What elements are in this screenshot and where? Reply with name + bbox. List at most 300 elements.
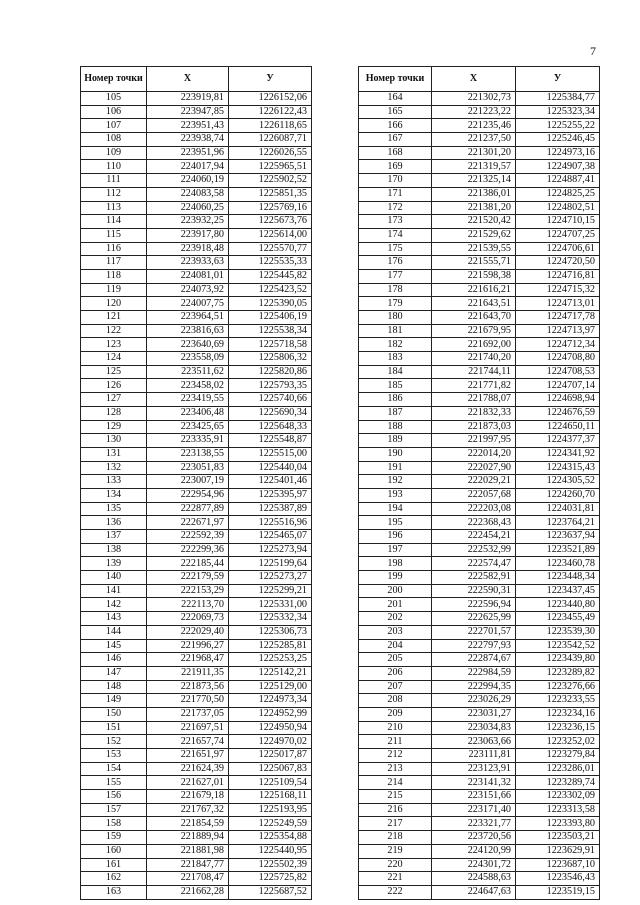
- y-cell: 1225354,88: [229, 831, 312, 845]
- point-number-cell: 215: [359, 790, 432, 804]
- point-number-cell: 125: [81, 365, 147, 379]
- table-row: [81, 735, 312, 749]
- point-number-cell: 132: [81, 461, 147, 475]
- table-row: [81, 133, 312, 147]
- point-number-cell: 140: [81, 571, 147, 585]
- x-cell: 221708,47: [147, 872, 229, 886]
- x-cell: 223123,91: [432, 762, 516, 776]
- table-row: [359, 625, 600, 639]
- x-cell: 222069,73: [147, 612, 229, 626]
- x-cell: 223034,83: [432, 721, 516, 735]
- header-y: У: [229, 67, 312, 92]
- point-number-cell: 162: [81, 872, 147, 886]
- y-cell: 1223286,01: [516, 762, 600, 776]
- table-row: [359, 105, 600, 119]
- point-number-cell: 134: [81, 488, 147, 502]
- y-cell: 1224377,37: [516, 434, 600, 448]
- x-cell: 224083,58: [147, 187, 229, 201]
- x-cell: 223063,66: [432, 735, 516, 749]
- x-cell: 221788,07: [432, 393, 516, 407]
- point-number-cell: 129: [81, 420, 147, 434]
- x-cell: 221679,95: [432, 324, 516, 338]
- x-cell: 223335,91: [147, 434, 229, 448]
- point-number-cell: 166: [359, 119, 432, 133]
- table-row: [359, 187, 600, 201]
- point-number-cell: 145: [81, 639, 147, 653]
- point-number-cell: 200: [359, 584, 432, 598]
- point-number-cell: 168: [359, 146, 432, 160]
- x-cell: 221302,73: [432, 92, 516, 106]
- point-number-cell: 160: [81, 844, 147, 858]
- y-cell: 1223279,84: [516, 749, 600, 763]
- table-row: [81, 831, 312, 845]
- x-cell: 221911,35: [147, 666, 229, 680]
- point-number-cell: 142: [81, 598, 147, 612]
- x-cell: 222797,93: [432, 639, 516, 653]
- table-row: [81, 187, 312, 201]
- table-row: [81, 584, 312, 598]
- y-cell: 1225614,00: [229, 228, 312, 242]
- x-cell: 222027,90: [432, 461, 516, 475]
- y-cell: 1224260,70: [516, 488, 600, 502]
- point-number-cell: 193: [359, 488, 432, 502]
- x-cell: 221968,47: [147, 653, 229, 667]
- y-cell: 1225440,95: [229, 844, 312, 858]
- table-row: [359, 803, 600, 817]
- table-row: [81, 872, 312, 886]
- point-number-cell: 147: [81, 666, 147, 680]
- table-row: [359, 447, 600, 461]
- y-cell: 1226026,55: [229, 146, 312, 160]
- table-row: [359, 160, 600, 174]
- point-number-cell: 192: [359, 475, 432, 489]
- table-row: [359, 817, 600, 831]
- y-cell: 1226122,43: [229, 105, 312, 119]
- x-cell: 224073,92: [147, 283, 229, 297]
- y-cell: 1224970,02: [229, 735, 312, 749]
- table-row: [81, 502, 312, 516]
- point-number-cell: 176: [359, 256, 432, 270]
- point-number-cell: 219: [359, 844, 432, 858]
- table-row: [81, 721, 312, 735]
- x-cell: 221679,18: [147, 790, 229, 804]
- table-row: [359, 365, 600, 379]
- table-row: [81, 269, 312, 283]
- y-cell: 1225253,25: [229, 653, 312, 667]
- point-number-cell: 143: [81, 612, 147, 626]
- x-cell: 222113,70: [147, 598, 229, 612]
- y-cell: 1223289,82: [516, 666, 600, 680]
- point-number-cell: 133: [81, 475, 147, 489]
- table-row: [81, 858, 312, 872]
- y-cell: 1225332,34: [229, 612, 312, 626]
- point-number-cell: 188: [359, 420, 432, 434]
- y-cell: 1226087,71: [229, 133, 312, 147]
- point-number-cell: 117: [81, 256, 147, 270]
- point-number-cell: 113: [81, 201, 147, 215]
- table-row: [81, 749, 312, 763]
- x-cell: 221651,97: [147, 749, 229, 763]
- x-cell: 223458,02: [147, 379, 229, 393]
- y-cell: 1224707,25: [516, 228, 600, 242]
- table-row: [359, 762, 600, 776]
- table-row: [81, 803, 312, 817]
- table-row: [81, 352, 312, 366]
- x-cell: 221643,51: [432, 297, 516, 311]
- y-cell: 1225548,87: [229, 434, 312, 448]
- x-cell: 223917,80: [147, 228, 229, 242]
- x-cell: 222874,67: [432, 653, 516, 667]
- point-number-cell: 144: [81, 625, 147, 639]
- y-cell: 1225129,00: [229, 680, 312, 694]
- x-cell: 223932,25: [147, 215, 229, 229]
- y-cell: 1224887,41: [516, 174, 600, 188]
- y-cell: 1225193,95: [229, 803, 312, 817]
- y-cell: 1224698,94: [516, 393, 600, 407]
- table-row: [359, 707, 600, 721]
- y-cell: 1225902,52: [229, 174, 312, 188]
- table-row: [359, 557, 600, 571]
- table-row: [359, 228, 600, 242]
- point-number-cell: 206: [359, 666, 432, 680]
- point-number-cell: 191: [359, 461, 432, 475]
- table-row: [359, 352, 600, 366]
- y-cell: 1224341,92: [516, 447, 600, 461]
- point-number-cell: 105: [81, 92, 147, 106]
- table-row: [359, 488, 600, 502]
- table-row: [81, 119, 312, 133]
- x-cell: 223918,48: [147, 242, 229, 256]
- y-cell: 1223236,15: [516, 721, 600, 735]
- table-row: [359, 119, 600, 133]
- x-cell: 224017,94: [147, 160, 229, 174]
- x-cell: 222368,43: [432, 516, 516, 530]
- point-number-cell: 207: [359, 680, 432, 694]
- x-cell: 221643,70: [432, 311, 516, 325]
- y-cell: 1224031,81: [516, 502, 600, 516]
- x-cell: 221873,03: [432, 420, 516, 434]
- point-number-cell: 127: [81, 393, 147, 407]
- table-row: [359, 475, 600, 489]
- y-cell: 1225538,34: [229, 324, 312, 338]
- table-row: [81, 625, 312, 639]
- x-cell: 221657,74: [147, 735, 229, 749]
- table-row: [359, 174, 600, 188]
- table-row: [359, 653, 600, 667]
- y-cell: 1223687,10: [516, 858, 600, 872]
- table-row: [359, 379, 600, 393]
- table-row: [81, 488, 312, 502]
- point-number-cell: 151: [81, 721, 147, 735]
- point-number-cell: 137: [81, 530, 147, 544]
- point-number-cell: 126: [81, 379, 147, 393]
- y-cell: 1225142,21: [229, 666, 312, 680]
- point-number-cell: 214: [359, 776, 432, 790]
- y-cell: 1226152,06: [229, 92, 312, 106]
- y-cell: 1224950,94: [229, 721, 312, 735]
- y-cell: 1223539,30: [516, 625, 600, 639]
- point-number-cell: 174: [359, 228, 432, 242]
- y-cell: 1225740,66: [229, 393, 312, 407]
- x-cell: 221325,14: [432, 174, 516, 188]
- x-cell: 223938,74: [147, 133, 229, 147]
- x-cell: 221598,38: [432, 269, 516, 283]
- point-number-cell: 139: [81, 557, 147, 571]
- header-y: У: [516, 67, 600, 92]
- point-number-cell: 210: [359, 721, 432, 735]
- x-cell: 222014,20: [432, 447, 516, 461]
- x-cell: 222877,89: [147, 502, 229, 516]
- table-body-left: [81, 92, 312, 900]
- x-cell: 222029,21: [432, 475, 516, 489]
- point-number-cell: 167: [359, 133, 432, 147]
- point-number-cell: 183: [359, 352, 432, 366]
- y-cell: 1225395,97: [229, 488, 312, 502]
- y-cell: 1224715,32: [516, 283, 600, 297]
- x-cell: 222984,59: [432, 666, 516, 680]
- point-number-cell: 177: [359, 269, 432, 283]
- x-cell: 223947,85: [147, 105, 229, 119]
- point-number-cell: 218: [359, 831, 432, 845]
- point-number-cell: 220: [359, 858, 432, 872]
- x-cell: 221529,62: [432, 228, 516, 242]
- table-row: [359, 598, 600, 612]
- y-cell: 1223302,09: [516, 790, 600, 804]
- x-cell: 223051,83: [147, 461, 229, 475]
- y-cell: 1224717,78: [516, 311, 600, 325]
- y-cell: 1225273,94: [229, 543, 312, 557]
- table-row: [359, 571, 600, 585]
- x-cell: 221624,39: [147, 762, 229, 776]
- point-number-cell: 172: [359, 201, 432, 215]
- y-cell: 1223393,80: [516, 817, 600, 831]
- y-cell: 1224712,34: [516, 338, 600, 352]
- x-cell: 224081,01: [147, 269, 229, 283]
- y-cell: 1224710,15: [516, 215, 600, 229]
- y-cell: 1224305,52: [516, 475, 600, 489]
- table-row: [359, 721, 600, 735]
- y-cell: 1223289,74: [516, 776, 600, 790]
- y-cell: 1225390,05: [229, 297, 312, 311]
- table-row: [81, 379, 312, 393]
- x-cell: 222153,29: [147, 584, 229, 598]
- x-cell: 222179,59: [147, 571, 229, 585]
- table-row: [81, 639, 312, 653]
- y-cell: 1225273,27: [229, 571, 312, 585]
- table-row: [81, 92, 312, 106]
- table-row: [359, 776, 600, 790]
- table-row: [81, 434, 312, 448]
- table-row: [81, 694, 312, 708]
- table-header-row: [81, 67, 312, 92]
- table-row: [359, 215, 600, 229]
- table-row: [359, 256, 600, 270]
- table-row: [81, 475, 312, 489]
- point-number-cell: 116: [81, 242, 147, 256]
- table-row: [81, 776, 312, 790]
- table-row: [81, 420, 312, 434]
- x-cell: 223321,77: [432, 817, 516, 831]
- x-cell: 221847,77: [147, 858, 229, 872]
- y-cell: 1224713,97: [516, 324, 600, 338]
- x-cell: 223558,09: [147, 352, 229, 366]
- point-number-cell: 181: [359, 324, 432, 338]
- x-cell: 222671,97: [147, 516, 229, 530]
- table-row: [359, 283, 600, 297]
- table-row: [359, 502, 600, 516]
- x-cell: 221770,50: [147, 694, 229, 708]
- y-cell: 1225516,96: [229, 516, 312, 530]
- point-number-cell: 115: [81, 228, 147, 242]
- x-cell: 221616,21: [432, 283, 516, 297]
- x-cell: 222203,08: [432, 502, 516, 516]
- y-cell: 1225249,59: [229, 817, 312, 831]
- y-cell: 1225806,32: [229, 352, 312, 366]
- table-row: [81, 406, 312, 420]
- point-number-cell: 138: [81, 543, 147, 557]
- x-cell: 223964,51: [147, 311, 229, 325]
- point-number-cell: 122: [81, 324, 147, 338]
- y-cell: 1224716,81: [516, 269, 600, 283]
- table-row: [359, 872, 600, 886]
- y-cell: 1223521,89: [516, 543, 600, 557]
- x-cell: 222185,44: [147, 557, 229, 571]
- y-cell: 1225820,86: [229, 365, 312, 379]
- point-number-cell: 153: [81, 749, 147, 763]
- point-number-cell: 216: [359, 803, 432, 817]
- table-row: [81, 762, 312, 776]
- x-cell: 222596,94: [432, 598, 516, 612]
- table-row: [81, 530, 312, 544]
- point-number-cell: 111: [81, 174, 147, 188]
- table-row: [359, 406, 600, 420]
- y-cell: 1224973,16: [516, 146, 600, 160]
- y-cell: 1225299,21: [229, 584, 312, 598]
- point-number-cell: 182: [359, 338, 432, 352]
- point-number-cell: 157: [81, 803, 147, 817]
- point-number-cell: 149: [81, 694, 147, 708]
- table-row: [81, 215, 312, 229]
- point-number-cell: 186: [359, 393, 432, 407]
- x-cell: 221996,27: [147, 639, 229, 653]
- y-cell: 1225109,54: [229, 776, 312, 790]
- x-cell: 223111,81: [432, 749, 516, 763]
- x-cell: 223026,29: [432, 694, 516, 708]
- y-cell: 1225306,73: [229, 625, 312, 639]
- point-number-cell: 212: [359, 749, 432, 763]
- point-number-cell: 175: [359, 242, 432, 256]
- point-number-cell: 161: [81, 858, 147, 872]
- point-number-cell: 163: [81, 885, 147, 899]
- y-cell: 1225168,11: [229, 790, 312, 804]
- x-cell: 223419,55: [147, 393, 229, 407]
- point-number-cell: 211: [359, 735, 432, 749]
- table-row: [81, 885, 312, 899]
- x-cell: 222299,36: [147, 543, 229, 557]
- x-cell: 221237,50: [432, 133, 516, 147]
- table-header-row: [359, 67, 600, 92]
- y-cell: 1223542,52: [516, 639, 600, 653]
- table-row: [359, 461, 600, 475]
- x-cell: 221319,57: [432, 160, 516, 174]
- point-number-cell: 178: [359, 283, 432, 297]
- table-row: [359, 885, 600, 899]
- y-cell: 1223233,55: [516, 694, 600, 708]
- table-row: [81, 174, 312, 188]
- x-cell: 221767,32: [147, 803, 229, 817]
- point-number-cell: 112: [81, 187, 147, 201]
- table-row: [359, 612, 600, 626]
- y-cell: 1223637,94: [516, 530, 600, 544]
- point-number-cell: 169: [359, 160, 432, 174]
- table-row: [359, 735, 600, 749]
- table-row: [359, 844, 600, 858]
- table-row: [81, 516, 312, 530]
- y-cell: 1225687,52: [229, 885, 312, 899]
- point-number-cell: 106: [81, 105, 147, 119]
- point-number-cell: 171: [359, 187, 432, 201]
- x-cell: 222590,31: [432, 584, 516, 598]
- point-number-cell: 148: [81, 680, 147, 694]
- table-row: [81, 653, 312, 667]
- table-row: [81, 707, 312, 721]
- y-cell: 1225673,76: [229, 215, 312, 229]
- point-number-cell: 184: [359, 365, 432, 379]
- y-cell: 1223313,58: [516, 803, 600, 817]
- point-number-cell: 110: [81, 160, 147, 174]
- y-cell: 1224907,38: [516, 160, 600, 174]
- point-number-cell: 124: [81, 352, 147, 366]
- table-row: [81, 844, 312, 858]
- point-number-cell: 201: [359, 598, 432, 612]
- point-number-cell: 205: [359, 653, 432, 667]
- point-number-cell: 203: [359, 625, 432, 639]
- x-cell: 223171,40: [432, 803, 516, 817]
- table-row: [359, 146, 600, 160]
- x-cell: 222029,40: [147, 625, 229, 639]
- y-cell: 1225255,22: [516, 119, 600, 133]
- point-number-cell: 194: [359, 502, 432, 516]
- point-number-cell: 208: [359, 694, 432, 708]
- y-cell: 1225440,04: [229, 461, 312, 475]
- y-cell: 1225535,33: [229, 256, 312, 270]
- point-number-cell: 196: [359, 530, 432, 544]
- x-cell: 221771,82: [432, 379, 516, 393]
- table-row: [359, 269, 600, 283]
- y-cell: 1224952,99: [229, 707, 312, 721]
- point-number-cell: 159: [81, 831, 147, 845]
- table-row: [81, 242, 312, 256]
- y-cell: 1225793,35: [229, 379, 312, 393]
- table-row: [359, 858, 600, 872]
- x-cell: 223141,32: [432, 776, 516, 790]
- point-number-cell: 173: [359, 215, 432, 229]
- point-number-cell: 189: [359, 434, 432, 448]
- table-row: [359, 666, 600, 680]
- point-number-cell: 114: [81, 215, 147, 229]
- y-cell: 1224706,61: [516, 242, 600, 256]
- x-cell: 221662,28: [147, 885, 229, 899]
- table-row: [359, 530, 600, 544]
- point-number-cell: 217: [359, 817, 432, 831]
- point-number-cell: 213: [359, 762, 432, 776]
- x-cell: 221539,55: [432, 242, 516, 256]
- y-cell: 1224676,59: [516, 406, 600, 420]
- table-row: [359, 297, 600, 311]
- y-cell: 1223252,02: [516, 735, 600, 749]
- table-row: [81, 311, 312, 325]
- x-cell: 221740,20: [432, 352, 516, 366]
